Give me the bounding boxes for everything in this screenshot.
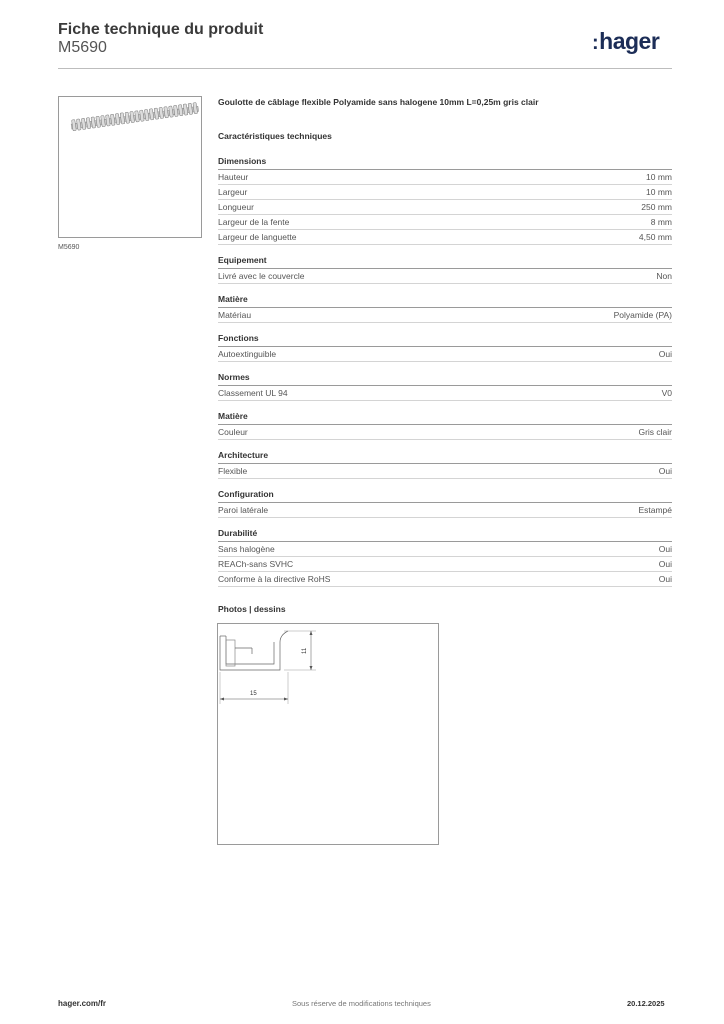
hager-logo bbox=[592, 28, 659, 55]
photos-heading: Photos | dessins bbox=[218, 604, 286, 614]
dimension-height: 11 bbox=[302, 647, 308, 654]
spec-label: Hauteur bbox=[218, 172, 249, 182]
spec-row bbox=[218, 572, 672, 587]
spec-value: Gris clair bbox=[638, 427, 672, 437]
thumbnail-caption: M5690 bbox=[58, 244, 80, 251]
spec-label: Sans halogène bbox=[218, 544, 275, 554]
spec-row bbox=[218, 542, 672, 557]
spec-row bbox=[218, 215, 672, 230]
spec-value: Oui bbox=[658, 574, 672, 584]
spec-group bbox=[218, 255, 672, 284]
spec-row bbox=[218, 464, 672, 479]
product-thumbnail bbox=[58, 96, 202, 238]
spec-group-title: Matière bbox=[218, 411, 672, 425]
spec-row bbox=[218, 503, 672, 518]
spec-row bbox=[218, 308, 672, 323]
spec-group-title: Matière bbox=[218, 294, 672, 308]
spec-group bbox=[218, 450, 672, 479]
product-code: M5690 bbox=[58, 39, 107, 56]
spec-label: Largeur de languette bbox=[218, 232, 297, 242]
spec-value: 4,50 mm bbox=[638, 232, 672, 242]
spec-group-title: Normes bbox=[218, 372, 672, 386]
spec-group-title: Fonctions bbox=[218, 333, 672, 347]
spec-value: Oui bbox=[658, 559, 672, 569]
spec-group bbox=[218, 411, 672, 440]
trunking-image-icon bbox=[59, 97, 201, 237]
spec-group bbox=[218, 489, 672, 518]
spec-value: V0 bbox=[661, 388, 672, 398]
page-title: Fiche technique du produit bbox=[58, 21, 264, 38]
spec-row bbox=[218, 200, 672, 215]
spec-group-title: Dimensions bbox=[218, 156, 672, 170]
spec-label: Flexible bbox=[218, 466, 248, 476]
spec-value: Non bbox=[656, 271, 672, 281]
spec-group-title: Configuration bbox=[218, 489, 672, 503]
spec-row bbox=[218, 185, 672, 200]
spec-value: Oui bbox=[658, 466, 672, 476]
spec-row bbox=[218, 170, 672, 185]
logo-dots-icon: : bbox=[592, 32, 599, 54]
spec-label: Classement UL 94 bbox=[218, 388, 288, 398]
spec-group bbox=[218, 372, 672, 401]
spec-value: 250 mm bbox=[641, 202, 672, 212]
spec-value: Polyamide (PA) bbox=[613, 310, 672, 320]
spec-value: 10 mm bbox=[646, 172, 672, 182]
spec-row bbox=[218, 557, 672, 572]
spec-group bbox=[218, 528, 672, 587]
spec-label: Paroi latérale bbox=[218, 505, 269, 515]
spec-value: 8 mm bbox=[650, 217, 672, 227]
spec-row bbox=[218, 269, 672, 284]
spec-groups bbox=[218, 156, 672, 597]
footer-website[interactable]: hager.com/fr bbox=[58, 999, 107, 1008]
spec-label: Largeur de la fente bbox=[218, 217, 290, 227]
product-description: Goulotte de câblage flexible Polyamide sans halogene 10mm L=0,25m gris clair bbox=[218, 97, 539, 107]
section-heading: Caractéristiques techniques bbox=[218, 131, 332, 141]
spec-value: 10 mm bbox=[646, 187, 672, 197]
spec-label: Largeur bbox=[218, 187, 248, 197]
spec-group-title: Durabilité bbox=[218, 528, 672, 542]
spec-label: Longueur bbox=[218, 202, 254, 212]
spec-value: Estampé bbox=[638, 505, 672, 515]
footer-date: 20.12.2025 bbox=[627, 999, 665, 1008]
technical-drawing bbox=[217, 623, 439, 845]
spec-value: Oui bbox=[658, 349, 672, 359]
profile-drawing bbox=[218, 624, 438, 844]
header-divider bbox=[58, 68, 672, 69]
spec-row bbox=[218, 386, 672, 401]
spec-label: Autoextinguible bbox=[218, 349, 277, 359]
footer-disclaimer: Sous réserve de modifications techniques bbox=[292, 999, 431, 1008]
spec-value: Oui bbox=[658, 544, 672, 554]
spec-group bbox=[218, 294, 672, 323]
spec-label: REACh-sans SVHC bbox=[218, 559, 294, 569]
spec-row bbox=[218, 425, 672, 440]
logo-text: hager bbox=[599, 28, 660, 54]
spec-group bbox=[218, 333, 672, 362]
spec-label: Conforme à la directive RoHS bbox=[218, 574, 331, 584]
spec-label: Couleur bbox=[218, 427, 248, 437]
spec-group-title: Architecture bbox=[218, 450, 672, 464]
spec-label: Matériau bbox=[218, 310, 252, 320]
spec-label: Livré avec le couvercle bbox=[218, 271, 305, 281]
spec-group bbox=[218, 156, 672, 245]
spec-row bbox=[218, 230, 672, 245]
dimension-width: 15 bbox=[250, 691, 257, 697]
spec-group-title: Equipement bbox=[218, 255, 672, 269]
spec-row bbox=[218, 347, 672, 362]
